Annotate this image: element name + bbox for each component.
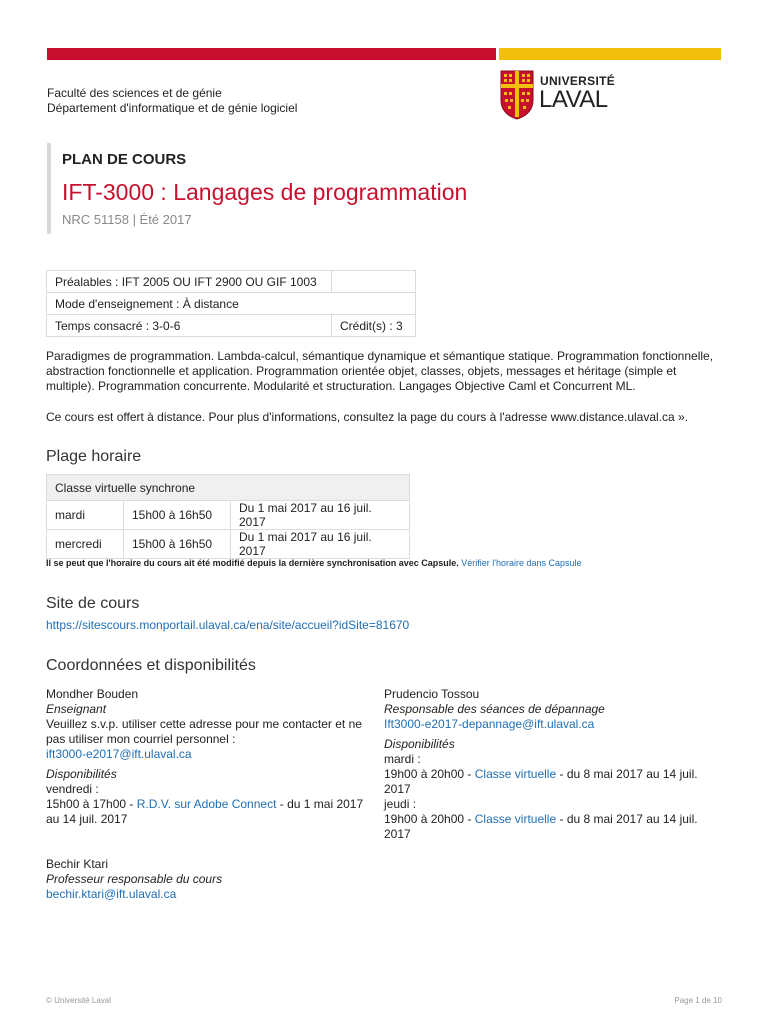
contact-role: Professeur responsable du cours <box>46 872 223 886</box>
schedule-heading: Plage horaire <box>46 448 142 465</box>
availability-time: 19h00 à 20h00 - <box>384 767 472 781</box>
table-row <box>47 293 416 315</box>
schedule-day: mercredi <box>47 530 124 559</box>
footer-copyright: © Université Laval <box>46 996 112 1005</box>
time-cell: Temps consacré : 3-0-6 <box>47 315 332 337</box>
schedule-period: Du 1 mai 2017 au 16 juil. 2017 <box>231 530 410 559</box>
course-nrc: NRC 51158 | Été 2017 <box>62 212 192 227</box>
adobe-connect-link[interactable]: R.D.V. sur Adobe Connect <box>136 797 277 811</box>
logo-laval-text: LAVAL <box>539 86 608 113</box>
availability-label: Disponibilités <box>46 767 117 781</box>
contact-role: Enseignant <box>46 702 107 716</box>
schedule-time: 15h00 à 16h50 <box>124 501 231 530</box>
contact-role: Responsable des séances de dépannage <box>384 702 605 716</box>
footer-page-number: Page 1 de 10 <box>674 996 722 1005</box>
distance-note: Ce cours est offert à distance. Pour plus d'informations, consultez la page du cours à l'adresse www.distance.ulaval.ca ». <box>46 410 689 424</box>
contact-name: Mondher Bouden <box>46 687 139 701</box>
availability-day: vendredi : <box>46 782 99 796</box>
faculty-block <box>47 86 297 116</box>
availability-time: 15h00 à 17h00 - <box>46 797 134 811</box>
prerequisites-cell: Préalables : IFT 2005 OU IFT 2900 OU GIF 1003 <box>47 271 332 293</box>
availability-day: mardi : <box>384 752 421 766</box>
table-row <box>47 501 410 530</box>
table-row <box>47 271 416 293</box>
availability-slot <box>46 797 376 827</box>
contact-note: Veuillez s.v.p. utiliser cette adresse pour me contacter et ne pas utiliser mon courriel personnel : <box>46 717 362 746</box>
course-site-link[interactable]: https://sitescours.monportail.ulaval.ca/ena/site/accueil?idSite=81670 <box>46 618 410 632</box>
table-row <box>47 475 410 501</box>
contact-email-link[interactable]: Ift3000-e2017-depannage@ift.ulaval.ca <box>384 717 595 731</box>
contact-email-link[interactable]: ift3000-e2017@ift.ulaval.ca <box>46 747 192 761</box>
schedule-time: 15h00 à 16h50 <box>124 530 231 559</box>
contacts-heading: Coordonnées et disponibilités <box>46 657 256 674</box>
empty-cell <box>332 271 416 293</box>
availability-period: - du 8 mai 2017 au 14 juil. 2017 <box>384 812 698 841</box>
availability-period: - du 1 mai 2017 au 14 juil. 2017 <box>46 797 364 826</box>
course-title-block <box>47 143 611 234</box>
course-description: Paradigmes de programmation. Lambda-calcul, sémantique dynamique et sémantique statique. Programmation fonctionnelle, abstraction fonctionnelle et application. Programmation orientée objet, classes, objets, messages et héritage (simple et multiple). Programmation concurrente. Modularité et structuration. Langages Objective Caml et Concurrent ML. <box>46 349 714 393</box>
availability-time: 19h00 à 20h00 - <box>384 812 472 826</box>
logo-university-text: UNIVERSITÉ <box>540 74 616 88</box>
site-heading: Site de cours <box>46 595 140 612</box>
header-bar-red <box>47 48 496 60</box>
header-bar-gold <box>499 48 721 60</box>
virtual-class-link[interactable]: Classe virtuelle <box>474 767 557 781</box>
contact-tossou <box>384 687 704 842</box>
availability-period: - du 8 mai 2017 au 14 juil. 2017 <box>384 767 698 796</box>
capsule-link[interactable]: Vérifier l'horaire dans Capsule <box>461 558 582 568</box>
course-info-table <box>46 270 416 337</box>
contact-ktari <box>46 857 376 902</box>
availability-slot <box>384 767 704 797</box>
university-logo <box>500 70 620 122</box>
department-name: Département d'informatique et de génie logiciel <box>47 101 298 115</box>
faculty-name: Faculté des sciences et de génie <box>47 86 222 100</box>
credits-cell: Crédit(s) : 3 <box>332 315 416 337</box>
schedule-period: Du 1 mai 2017 au 16 juil. 2017 <box>231 501 410 530</box>
course-title: IFT-3000 : Langages de programmation <box>62 179 468 205</box>
schedule-note <box>46 558 582 568</box>
schedule-note-text: Il se peut que l'horaire du cours ait été modifié depuis la dernière synchronisation avec Capsule. <box>46 558 459 568</box>
schedule-table <box>46 474 410 559</box>
schedule-day: mardi <box>47 501 124 530</box>
availability-day: jeudi : <box>384 797 417 811</box>
teaching-mode-cell: Mode d'enseignement : À distance <box>47 293 416 315</box>
availability-slot <box>384 812 704 842</box>
contact-name: Bechir Ktari <box>46 857 109 871</box>
shield-icon <box>500 70 534 120</box>
table-row <box>47 530 410 559</box>
virtual-class-link[interactable]: Classe virtuelle <box>474 812 557 826</box>
schedule-table-title: Classe virtuelle synchrone <box>47 475 410 501</box>
availability-label: Disponibilités <box>384 737 455 751</box>
contact-bouden <box>46 687 376 827</box>
contact-name: Prudencio Tossou <box>384 687 480 701</box>
contact-email-link[interactable]: bechir.ktari@ift.ulaval.ca <box>46 887 177 901</box>
plan-label: PLAN DE COURS <box>62 151 187 168</box>
table-row <box>47 315 416 337</box>
